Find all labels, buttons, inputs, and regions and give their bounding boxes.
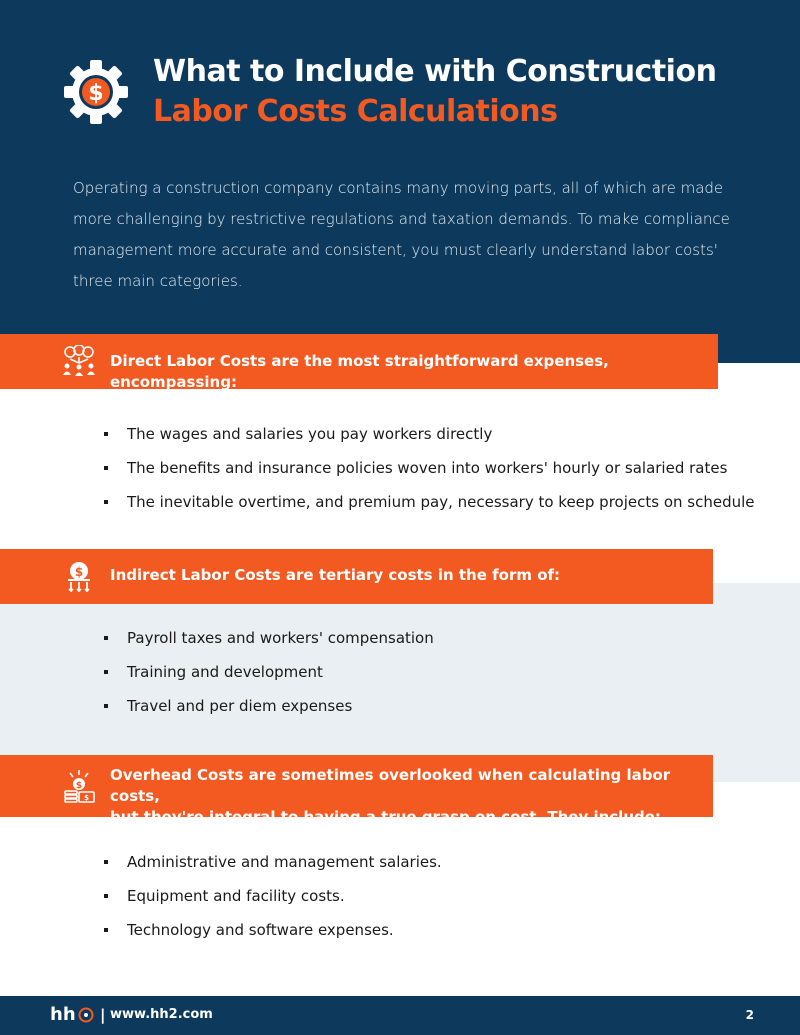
list-item (104, 913, 442, 947)
list-item-text: Training and development (127, 663, 323, 681)
intro-paragraph: Operating a construction company contains many moving parts, all of which are made more challenging by restrictive regulations and taxation demands. To make compliance management more accurate and consistent, you must clearly understand labor costs' three main categories. (73, 179, 730, 290)
list-item-text: Payroll taxes and workers' compensation (127, 629, 434, 647)
bullet (104, 860, 108, 864)
list-item-text: The benefits and insurance policies woven into workers' hourly or salaried rates (127, 459, 728, 477)
section-direct-heading: Direct Labor Costs are the most straightforward expenses, encompassing: (110, 352, 609, 391)
list-item (104, 417, 755, 451)
bullet (104, 704, 108, 708)
section-indirect-list (104, 621, 434, 723)
section-direct-heading-bar (0, 334, 718, 389)
svg-text:$: $ (75, 781, 83, 791)
bullet (104, 670, 108, 674)
list-item-text: Administrative and management salaries. (127, 853, 442, 871)
page-title (153, 52, 773, 132)
section-overhead-heading-line1: Overhead Costs are sometimes overlooked when calculating labor costs, (110, 766, 671, 805)
section-direct-list (104, 417, 755, 519)
list-item (104, 845, 442, 879)
svg-text:$: $ (84, 794, 89, 802)
footer-separator: | (100, 1006, 106, 1024)
list-item (104, 451, 755, 485)
list-item-text: The inevitable overtime, and premium pay, necessary to keep projects on schedule (127, 493, 755, 511)
money-people-icon (62, 345, 96, 379)
section-overhead-list (104, 845, 442, 947)
gear-dollar-icon (62, 58, 130, 126)
list-item (104, 689, 434, 723)
bullet (104, 432, 108, 436)
section-overhead-heading-line2: but they're integral to having a true grasp on cost. They include: (110, 808, 661, 826)
svg-text:$: $ (88, 81, 104, 106)
money-stack-icon (62, 769, 96, 803)
bullet (104, 636, 108, 640)
section-overhead-heading-bar (0, 755, 713, 826)
list-item-text: Travel and per diem expenses (127, 697, 353, 715)
header-panel (0, 0, 800, 363)
section-overhead-heading (110, 765, 713, 828)
section-indirect-heading: Indirect Labor Costs are tertiary costs in the form of: (110, 566, 561, 584)
footer-url-link[interactable]: www.hh2.com (110, 1007, 213, 1022)
svg-text:$: $ (74, 565, 84, 579)
footer (0, 996, 800, 1035)
bullet (104, 466, 108, 470)
list-item (104, 485, 755, 519)
list-item (104, 655, 434, 689)
hh2-logo: hh (50, 1004, 76, 1025)
list-item (104, 879, 442, 913)
bullet (104, 500, 108, 504)
list-item-text: The wages and salaries you pay workers directly (127, 425, 493, 443)
list-item (104, 621, 434, 655)
hh2-logo-mark-icon (78, 1007, 94, 1023)
page-title-line1: What to Include with Construction (153, 54, 717, 89)
bullet (104, 928, 108, 932)
list-item-text: Equipment and facility costs. (127, 887, 345, 905)
money-distribution-icon (62, 560, 96, 594)
page-title-line2: Labor Costs Calculations (153, 94, 558, 129)
list-item-text: Technology and software expenses. (127, 921, 394, 939)
page-number: 2 (745, 1008, 754, 1022)
bullet (104, 894, 108, 898)
section-indirect-heading-bar (0, 549, 713, 604)
